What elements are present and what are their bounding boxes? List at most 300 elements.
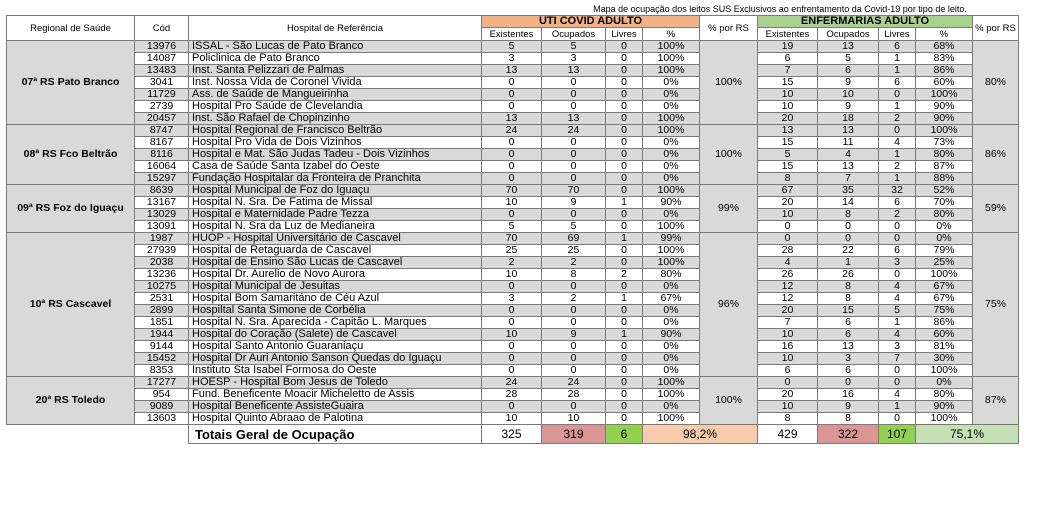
- table-row: [7, 77, 1019, 89]
- uti-existentes-cell: 0: [482, 401, 542, 413]
- enf-pct-cell: 88%: [916, 173, 973, 185]
- enf-livres-cell: 2: [879, 209, 916, 221]
- hospital-name-cell: Hospital Dr. Aurelio de Novo Aurora: [189, 269, 482, 281]
- hospital-name-cell: ISSAL - São Lucas de Pato Branco: [189, 41, 482, 53]
- header-uti-pct: %: [643, 28, 700, 41]
- uti-pct-cell: 99%: [643, 233, 700, 245]
- uti-ocupados-cell: 24: [542, 377, 606, 389]
- enf-ocupados-cell: 18: [818, 113, 879, 125]
- uti-livres-cell: 0: [606, 65, 643, 77]
- enf-ocupados-cell: 8: [818, 281, 879, 293]
- table-row: [7, 305, 1019, 317]
- uti-pct-cell: 0%: [643, 149, 700, 161]
- uti-livres-cell: 0: [606, 113, 643, 125]
- enf-livres-cell: 4: [879, 329, 916, 341]
- cod-cell: 1944: [135, 329, 189, 341]
- cod-cell: 8116: [135, 149, 189, 161]
- enf-existentes-cell: 8: [758, 413, 818, 425]
- uti-ocupados-cell: 0: [542, 161, 606, 173]
- table-row: [7, 365, 1019, 377]
- uti-pct-cell: 0%: [643, 317, 700, 329]
- enf-ocupados-cell: 14: [818, 197, 879, 209]
- uti-existentes-cell: 0: [482, 173, 542, 185]
- enf-existentes-cell: 10: [758, 401, 818, 413]
- enf-pct-cell: 100%: [916, 89, 973, 101]
- uti-existentes-cell: 0: [482, 365, 542, 377]
- cod-cell: 11729: [135, 89, 189, 101]
- enf-ocupados-cell: 13: [818, 161, 879, 173]
- uti-ocupados-cell: 0: [542, 137, 606, 149]
- uti-livres-cell: 0: [606, 185, 643, 197]
- uti-pct-cell: 100%: [643, 377, 700, 389]
- header-enf-livres: Livres: [879, 28, 916, 41]
- uti-region-pct: 100%: [700, 377, 758, 425]
- uti-ocupados-cell: 0: [542, 77, 606, 89]
- enf-region-pct: 59%: [973, 185, 1019, 233]
- enf-existentes-cell: 15: [758, 77, 818, 89]
- enf-existentes-cell: 16: [758, 341, 818, 353]
- uti-livres-cell: 1: [606, 233, 643, 245]
- header-uti-covid: UTI COVID ADULTO: [482, 16, 700, 28]
- table-row: [7, 293, 1019, 305]
- hospital-name-cell: Hospital e Maternidade Padre Tezza: [189, 209, 482, 221]
- uti-pct-cell: 100%: [643, 113, 700, 125]
- table-row: [7, 65, 1019, 77]
- table-row: [7, 341, 1019, 353]
- enf-ocupados-cell: 7: [818, 173, 879, 185]
- uti-ocupados-cell: 28: [542, 389, 606, 401]
- table-row: [7, 353, 1019, 365]
- uti-ocupados-cell: 0: [542, 209, 606, 221]
- enf-ocupados-cell: 9: [818, 101, 879, 113]
- uti-existentes-cell: 10: [482, 197, 542, 209]
- enf-ocupados-cell: 11: [818, 137, 879, 149]
- hospital-name-cell: Hospital Quinto Abraao de Palotina: [189, 413, 482, 425]
- enf-existentes-cell: 20: [758, 305, 818, 317]
- cod-cell: 13603: [135, 413, 189, 425]
- table-row: [7, 257, 1019, 269]
- cod-cell: 1987: [135, 233, 189, 245]
- enf-pct-cell: 67%: [916, 293, 973, 305]
- total-enf-ocupados: 322: [818, 425, 879, 444]
- cod-cell: 1851: [135, 317, 189, 329]
- enf-pct-cell: 60%: [916, 77, 973, 89]
- uti-ocupados-cell: 69: [542, 233, 606, 245]
- uti-livres-cell: 0: [606, 413, 643, 425]
- enf-ocupados-cell: 5: [818, 53, 879, 65]
- hospital-name-cell: Hospiltal Santa Simone de Corbélia: [189, 305, 482, 317]
- table-row: [7, 101, 1019, 113]
- enf-ocupados-cell: 8: [818, 293, 879, 305]
- uti-ocupados-cell: 0: [542, 353, 606, 365]
- enf-livres-cell: 4: [879, 281, 916, 293]
- uti-existentes-cell: 3: [482, 293, 542, 305]
- uti-ocupados-cell: 0: [542, 341, 606, 353]
- header-uti-pct-rs: % por RS: [700, 16, 758, 41]
- uti-ocupados-cell: 70: [542, 185, 606, 197]
- hospital-name-cell: Hospital Municipal de Foz do Iguaçu: [189, 185, 482, 197]
- uti-livres-cell: 2: [606, 269, 643, 281]
- enf-ocupados-cell: 13: [818, 341, 879, 353]
- region-name: 07ª RS Pato Branco: [7, 41, 135, 125]
- uti-pct-cell: 0%: [643, 401, 700, 413]
- enf-ocupados-cell: 10: [818, 89, 879, 101]
- table-row: [7, 113, 1019, 125]
- enf-livres-cell: 1: [879, 317, 916, 329]
- hospital-name-cell: Hospital Beneficente AssisteGuaira: [189, 401, 482, 413]
- enf-region-pct: 87%: [973, 377, 1019, 425]
- uti-existentes-cell: 2: [482, 257, 542, 269]
- uti-existentes-cell: 25: [482, 245, 542, 257]
- uti-pct-cell: 0%: [643, 341, 700, 353]
- hospital-name-cell: Hospital do Coração (Salete) de Cascavel: [189, 329, 482, 341]
- cod-cell: 8167: [135, 137, 189, 149]
- uti-pct-cell: 0%: [643, 173, 700, 185]
- table-row: [7, 413, 1019, 425]
- totals-label: Totais Geral de Ocupação: [189, 425, 482, 444]
- table-row: [7, 233, 1019, 245]
- enf-ocupados-cell: 1: [818, 257, 879, 269]
- table-row: [7, 197, 1019, 209]
- enf-ocupados-cell: 13: [818, 41, 879, 53]
- total-uti-existentes: 325: [482, 425, 542, 444]
- enf-livres-cell: 1: [879, 65, 916, 77]
- uti-ocupados-cell: 13: [542, 113, 606, 125]
- uti-livres-cell: 0: [606, 137, 643, 149]
- cod-cell: 13976: [135, 41, 189, 53]
- hospital-name-cell: Hospital N. Sra. De Fatima de Missal: [189, 197, 482, 209]
- enf-livres-cell: 4: [879, 293, 916, 305]
- uti-livres-cell: 1: [606, 329, 643, 341]
- uti-livres-cell: 1: [606, 293, 643, 305]
- enf-ocupados-cell: 8: [818, 209, 879, 221]
- enf-existentes-cell: 6: [758, 365, 818, 377]
- uti-pct-cell: 100%: [643, 245, 700, 257]
- cod-cell: 8639: [135, 185, 189, 197]
- enf-livres-cell: 6: [879, 245, 916, 257]
- header-enf-existentes: Existentes: [758, 28, 818, 41]
- enf-region-pct: 86%: [973, 125, 1019, 185]
- uti-region-pct: 100%: [700, 41, 758, 125]
- uti-pct-cell: 0%: [643, 161, 700, 173]
- table-row: [7, 377, 1019, 389]
- uti-existentes-cell: 0: [482, 77, 542, 89]
- uti-existentes-cell: 24: [482, 377, 542, 389]
- enf-existentes-cell: 12: [758, 293, 818, 305]
- hospital-name-cell: Hospital Pro Vida de Dois Vizinhos: [189, 137, 482, 149]
- cod-cell: 20457: [135, 113, 189, 125]
- uti-existentes-cell: 10: [482, 269, 542, 281]
- enf-livres-cell: 1: [879, 101, 916, 113]
- enf-pct-cell: 90%: [916, 113, 973, 125]
- uti-region-pct: 100%: [700, 125, 758, 185]
- uti-livres-cell: 0: [606, 53, 643, 65]
- table-row: [7, 53, 1019, 65]
- uti-livres-cell: 0: [606, 245, 643, 257]
- uti-ocupados-cell: 25: [542, 245, 606, 257]
- enf-pct-cell: 87%: [916, 161, 973, 173]
- enf-livres-cell: 4: [879, 137, 916, 149]
- enf-ocupados-cell: 6: [818, 65, 879, 77]
- hospital-name-cell: HUOP - Hospital Universitário de Cascavel: [189, 233, 482, 245]
- enf-existentes-cell: 26: [758, 269, 818, 281]
- enf-ocupados-cell: 3: [818, 353, 879, 365]
- enf-ocupados-cell: 0: [818, 377, 879, 389]
- cod-cell: 9144: [135, 341, 189, 353]
- enf-livres-cell: 1: [879, 53, 916, 65]
- uti-existentes-cell: 0: [482, 161, 542, 173]
- header-cod: Cód: [135, 16, 189, 41]
- enf-existentes-cell: 28: [758, 245, 818, 257]
- uti-ocupados-cell: 2: [542, 293, 606, 305]
- enf-livres-cell: 6: [879, 197, 916, 209]
- enf-existentes-cell: 10: [758, 101, 818, 113]
- cod-cell: 27939: [135, 245, 189, 257]
- uti-pct-cell: 67%: [643, 293, 700, 305]
- table-row: [7, 185, 1019, 197]
- enf-livres-cell: 0: [879, 125, 916, 137]
- uti-existentes-cell: 0: [482, 353, 542, 365]
- enf-existentes-cell: 7: [758, 317, 818, 329]
- enf-livres-cell: 1: [879, 149, 916, 161]
- cod-cell: 954: [135, 389, 189, 401]
- enf-pct-cell: 73%: [916, 137, 973, 149]
- uti-existentes-cell: 70: [482, 185, 542, 197]
- enf-ocupados-cell: 0: [818, 233, 879, 245]
- enf-existentes-cell: 13: [758, 125, 818, 137]
- enf-ocupados-cell: 26: [818, 269, 879, 281]
- hospital-name-cell: Hospital Pro Saúde de Clevelandia: [189, 101, 482, 113]
- cod-cell: 15452: [135, 353, 189, 365]
- total-uti-pct: 98,2%: [643, 425, 758, 444]
- enf-ocupados-cell: 6: [818, 365, 879, 377]
- hospital-name-cell: Casa de Saúde Santa Izabel do Oeste: [189, 161, 482, 173]
- enf-livres-cell: 0: [879, 233, 916, 245]
- hospital-name-cell: Hospital N. Sra da Luz de Medianeira: [189, 221, 482, 233]
- uti-existentes-cell: 3: [482, 53, 542, 65]
- uti-existentes-cell: 0: [482, 341, 542, 353]
- uti-livres-cell: 0: [606, 365, 643, 377]
- enf-livres-cell: 2: [879, 113, 916, 125]
- table-row: [7, 245, 1019, 257]
- enf-region-pct: 80%: [973, 41, 1019, 125]
- uti-pct-cell: 100%: [643, 257, 700, 269]
- enf-ocupados-cell: 16: [818, 389, 879, 401]
- enf-livres-cell: 2: [879, 161, 916, 173]
- uti-region-pct: 99%: [700, 185, 758, 233]
- uti-pct-cell: 100%: [643, 221, 700, 233]
- total-uti-ocupados: 319: [542, 425, 606, 444]
- header-enf-pct: %: [916, 28, 973, 41]
- enf-existentes-cell: 10: [758, 209, 818, 221]
- uti-livres-cell: 0: [606, 389, 643, 401]
- hospital-name-cell: Hospital Municipal de Jesuitas: [189, 281, 482, 293]
- uti-livres-cell: 0: [606, 221, 643, 233]
- enf-livres-cell: 32: [879, 185, 916, 197]
- enf-existentes-cell: 0: [758, 221, 818, 233]
- region-name: 09ª RS Foz do Iguaçu: [7, 185, 135, 233]
- uti-livres-cell: 0: [606, 401, 643, 413]
- enf-livres-cell: 5: [879, 305, 916, 317]
- enf-existentes-cell: 5: [758, 149, 818, 161]
- uti-pct-cell: 90%: [643, 329, 700, 341]
- hospital-name-cell: Fund. Beneficente Moacir Micheletto de Assis: [189, 389, 482, 401]
- enf-existentes-cell: 20: [758, 113, 818, 125]
- hospital-name-cell: Fundação Hospitalar da Fronteira de Pranchita: [189, 173, 482, 185]
- enf-livres-cell: 3: [879, 257, 916, 269]
- hospital-name-cell: Hospital Santo Antonio Guaraniaçu: [189, 341, 482, 353]
- uti-pct-cell: 100%: [643, 185, 700, 197]
- report-title: Mapa de ocupação dos leitos SUS Exclusivos ao enfrentamento da Covid-19 por tipo de leito.: [593, 4, 967, 14]
- hospital-name-cell: Hospital N. Sra. Aparecida - Capitão L. Marques: [189, 317, 482, 329]
- enf-existentes-cell: 19: [758, 41, 818, 53]
- uti-ocupados-cell: 5: [542, 221, 606, 233]
- uti-pct-cell: 100%: [643, 125, 700, 137]
- enf-ocupados-cell: 15: [818, 305, 879, 317]
- enf-livres-cell: 6: [879, 77, 916, 89]
- enf-pct-cell: 80%: [916, 149, 973, 161]
- cod-cell: 13167: [135, 197, 189, 209]
- uti-livres-cell: 0: [606, 161, 643, 173]
- enf-pct-cell: 60%: [916, 329, 973, 341]
- cod-cell: 13236: [135, 269, 189, 281]
- enf-livres-cell: 0: [879, 89, 916, 101]
- cod-cell: 9089: [135, 401, 189, 413]
- uti-ocupados-cell: 0: [542, 305, 606, 317]
- enf-pct-cell: 30%: [916, 353, 973, 365]
- uti-pct-cell: 80%: [643, 269, 700, 281]
- cod-cell: 17277: [135, 377, 189, 389]
- enf-ocupados-cell: 22: [818, 245, 879, 257]
- cod-cell: 8353: [135, 365, 189, 377]
- header-regional: Regional de Saúde: [7, 16, 135, 41]
- uti-livres-cell: 0: [606, 281, 643, 293]
- uti-region-pct: 96%: [700, 233, 758, 377]
- uti-ocupados-cell: 9: [542, 197, 606, 209]
- header-enf-pct-rs: % por RS: [973, 16, 1019, 41]
- enf-region-pct: 75%: [973, 233, 1019, 377]
- hospital-name-cell: Hospital de Ensino São Lucas de Cascavel: [189, 257, 482, 269]
- uti-livres-cell: 0: [606, 341, 643, 353]
- uti-existentes-cell: 0: [482, 281, 542, 293]
- hospital-name-cell: Inst. Santa Pelizzari de Palmas: [189, 65, 482, 77]
- enf-pct-cell: 90%: [916, 101, 973, 113]
- enf-existentes-cell: 10: [758, 329, 818, 341]
- uti-existentes-cell: 5: [482, 41, 542, 53]
- uti-pct-cell: 100%: [643, 389, 700, 401]
- header-uti-ocupados: Ocupados: [542, 28, 606, 41]
- uti-ocupados-cell: 9: [542, 329, 606, 341]
- enf-pct-cell: 100%: [916, 365, 973, 377]
- enf-existentes-cell: 7: [758, 65, 818, 77]
- uti-livres-cell: 0: [606, 41, 643, 53]
- uti-livres-cell: 0: [606, 377, 643, 389]
- uti-existentes-cell: 5: [482, 221, 542, 233]
- enf-livres-cell: 0: [879, 221, 916, 233]
- hospital-name-cell: Hospital e Mat. São Judas Tadeu - Dois Vizinhos: [189, 149, 482, 161]
- uti-ocupados-cell: 13: [542, 65, 606, 77]
- enf-livres-cell: 1: [879, 173, 916, 185]
- uti-pct-cell: 0%: [643, 281, 700, 293]
- uti-pct-cell: 0%: [643, 353, 700, 365]
- uti-pct-cell: 0%: [643, 365, 700, 377]
- table-row: [7, 329, 1019, 341]
- header-enfermarias: ENFERMARIAS ADULTO: [758, 16, 973, 28]
- uti-pct-cell: 0%: [643, 137, 700, 149]
- enf-livres-cell: 0: [879, 269, 916, 281]
- table-row: [7, 269, 1019, 281]
- uti-ocupados-cell: 10: [542, 413, 606, 425]
- enf-pct-cell: 79%: [916, 245, 973, 257]
- enf-ocupados-cell: 0: [818, 221, 879, 233]
- uti-existentes-cell: 0: [482, 317, 542, 329]
- enf-pct-cell: 0%: [916, 233, 973, 245]
- table-row: [7, 161, 1019, 173]
- uti-ocupados-cell: 8: [542, 269, 606, 281]
- uti-ocupados-cell: 0: [542, 317, 606, 329]
- enf-livres-cell: 0: [879, 413, 916, 425]
- hospital-name-cell: Inst. São Rafael de Chopinzinho: [189, 113, 482, 125]
- table-row: [7, 173, 1019, 185]
- table-row: [7, 281, 1019, 293]
- uti-pct-cell: 90%: [643, 197, 700, 209]
- enf-ocupados-cell: 13: [818, 125, 879, 137]
- uti-existentes-cell: 13: [482, 65, 542, 77]
- header-hospital: Hospital de Referência: [189, 16, 482, 41]
- enf-livres-cell: 0: [879, 377, 916, 389]
- enf-ocupados-cell: 8: [818, 413, 879, 425]
- table-row: [7, 137, 1019, 149]
- hospital-name-cell: Hospital Bom Samaritáno de Céu Azul: [189, 293, 482, 305]
- enf-livres-cell: 4: [879, 389, 916, 401]
- enf-pct-cell: 68%: [916, 41, 973, 53]
- uti-existentes-cell: 0: [482, 101, 542, 113]
- uti-pct-cell: 100%: [643, 413, 700, 425]
- cod-cell: 2038: [135, 257, 189, 269]
- uti-existentes-cell: 24: [482, 125, 542, 137]
- uti-ocupados-cell: 5: [542, 41, 606, 53]
- enf-existentes-cell: 15: [758, 137, 818, 149]
- uti-ocupados-cell: 0: [542, 149, 606, 161]
- enf-pct-cell: 100%: [916, 125, 973, 137]
- uti-existentes-cell: 0: [482, 305, 542, 317]
- enf-existentes-cell: 20: [758, 389, 818, 401]
- uti-livres-cell: 0: [606, 149, 643, 161]
- uti-pct-cell: 0%: [643, 101, 700, 113]
- cod-cell: 16064: [135, 161, 189, 173]
- uti-livres-cell: 0: [606, 305, 643, 317]
- enf-pct-cell: 80%: [916, 209, 973, 221]
- enf-existentes-cell: 15: [758, 161, 818, 173]
- hospital-name-cell: Inst. Nossa Vida de Coronel Vivida: [189, 77, 482, 89]
- uti-ocupados-cell: 0: [542, 401, 606, 413]
- cod-cell: 15297: [135, 173, 189, 185]
- enf-livres-cell: 6: [879, 41, 916, 53]
- cod-cell: 2899: [135, 305, 189, 317]
- hospital-name-cell: Ass. de Saúde de Mangueirinha: [189, 89, 482, 101]
- uti-existentes-cell: 70: [482, 233, 542, 245]
- cod-cell: 2531: [135, 293, 189, 305]
- hospital-name-cell: Instituto Sta Isabel Formosa do Oeste: [189, 365, 482, 377]
- table-row: [7, 41, 1019, 53]
- uti-livres-cell: 0: [606, 209, 643, 221]
- uti-pct-cell: 0%: [643, 89, 700, 101]
- header-enf-ocupados: Ocupados: [818, 28, 879, 41]
- table-row: [7, 221, 1019, 233]
- enf-livres-cell: 7: [879, 353, 916, 365]
- uti-ocupados-cell: 24: [542, 125, 606, 137]
- enf-existentes-cell: 12: [758, 281, 818, 293]
